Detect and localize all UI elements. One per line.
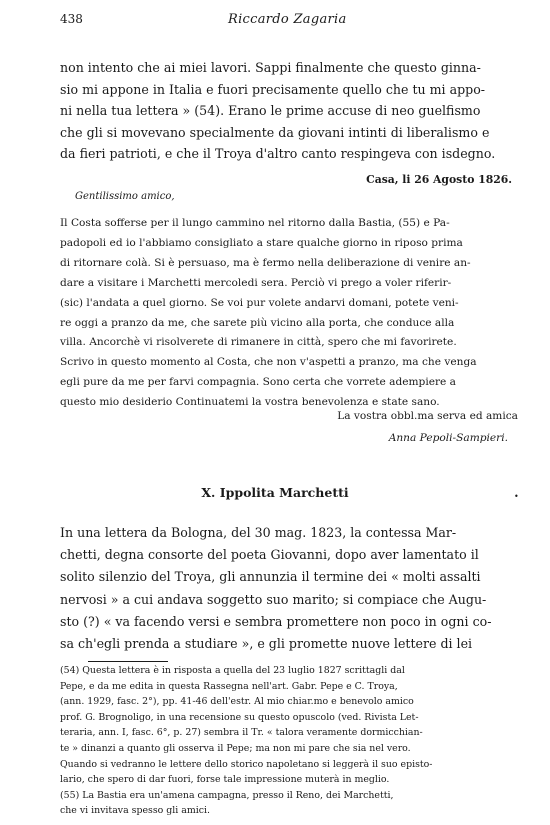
- text-line: solito silenzio del Troya, gli annunzia il termine dei « molti assalti: [60, 569, 481, 585]
- text-line: sto (?) « va facendo versi e sembra promettere non poco in ogni co-: [60, 613, 492, 629]
- footnote-line: teraria, ann. I, fasc. 6°, p. 27) sembra il Tr. « talora veramente dormicchian-: [60, 727, 423, 739]
- letter-line: dare a visitare i Marchetti mercoledi sera. Perciò vi prego a voler riferir-: [60, 276, 452, 289]
- letter-date: Casa, li 26 Agosto 1826.: [366, 173, 512, 186]
- letter-line: questo mio desiderio Continuatemi la vostra benevolenza e state sano.: [60, 396, 440, 409]
- text-line: da fieri patrioti, e che il Troya d'altro canto respingeva con isdegno.: [60, 146, 496, 162]
- footnote-line: (54) Questa lettera è in risposta a quella del 23 luglio 1827 scrittagli dal: [60, 665, 405, 676]
- footnote-line: Quando si vedranno le lettere dello storico napoletano si leggerà il suo episto-: [60, 758, 433, 770]
- footnote-divider: [88, 661, 168, 662]
- letter-salutation: Gentilissimo amico,: [75, 191, 175, 202]
- letter-line: Il Costa sofferse per il lungo cammino nel ritorno dalla Bastia, (55) e Pa-: [60, 217, 450, 229]
- text-line: ni nella tua lettera » (54). Erano le prime accuse di neo guelfismo: [60, 103, 481, 119]
- letter-line: padopoli ed io l'abbiamo consigliato a stare qualche giorno in riposo prima: [60, 236, 463, 249]
- text-line: che gli si movevano specialmente da giovani intinti di liberalismo e: [60, 124, 490, 140]
- letter-body: [60, 214, 520, 413]
- letter-line: egli pure da me per farvi compagnia. Sono certa che vorrete adempiere a: [60, 376, 456, 389]
- footnote-line: te » dinanzi a quanto gli osserva il Pepe; ma non mi pare che sia nel vero.: [60, 742, 411, 754]
- section-body-paragraph: [60, 522, 520, 655]
- footnote-line: Pepe, e da me edita in questa Rassegna nell'art. Gabr. Pepe e C. Troya,: [60, 680, 398, 692]
- text-line: In una lettera da Bologna, del 30 mag. 1823, la contessa Mar-: [60, 525, 457, 540]
- text-line: chetti, degna consorte del poeta Giovanni, dopo aver lamentato il: [60, 547, 479, 563]
- main-body-paragraph: [60, 57, 520, 165]
- margin-dot-mark: •: [514, 492, 519, 501]
- running-head: Riccardo Zagaria: [228, 12, 347, 27]
- footnotes: [60, 663, 520, 819]
- text-line: non intento che ai miei lavori. Sappi finalmente che questo ginna-: [60, 60, 481, 75]
- letter-line: villa. Ancorchè vi risolverete di rimanere in città, spero che mi favorirete.: [60, 336, 457, 349]
- footnote-line: lario, che spero di dar fuori, forse tale impressione muterà in meglio.: [60, 774, 390, 786]
- letter-line: re oggi a pranzo da me, che sarete più vicino alla porta, che conduce alla: [60, 316, 455, 329]
- footnote-line: prof. G. Brognoligo, in una recensione su questo opuscolo (ved. Rivista Let-: [60, 711, 419, 723]
- letter-signature: Anna Pepoli-Sampieri.: [388, 432, 508, 444]
- section-heading: X. Ippolita Marchetti: [201, 485, 349, 500]
- page-number: 438: [60, 12, 83, 26]
- footnote-line: (55) La Bastia era un'amena campagna, presso il Reno, dei Marchetti,: [60, 789, 394, 801]
- text-line: sa ch'egli prenda a studiare », e gli promette nuove lettere di lei: [60, 636, 473, 652]
- letter-closing: La vostra obbl.ma serva ed amica: [337, 410, 518, 422]
- page-header: [60, 12, 525, 34]
- text-line: sio mi appone in Italia e fuori precisamente quello che tu mi appo-: [60, 81, 486, 97]
- letter-line: (sic) l'andata a quel giorno. Se voi pur volete andarvi domani, potete veni-: [60, 296, 459, 309]
- text-line: nervosi » a cui andava soggetto suo marito; si compiace che Augu-: [60, 591, 487, 607]
- footnote-line: (ann. 1929, fasc. 2°), pp. 41-46 dell'estr. Al mio chiar.mo e benevolo amico: [60, 696, 414, 708]
- footnote-line: che vi invitava spesso gli amici.: [60, 805, 210, 817]
- letter-line: di ritornare colà. Si è persuaso, ma è fermo nella deliberazione di venire an-: [60, 256, 471, 269]
- letter-line: Scrivo in questo momento al Costa, che non v'aspetti a pranzo, ma che venga: [60, 356, 477, 369]
